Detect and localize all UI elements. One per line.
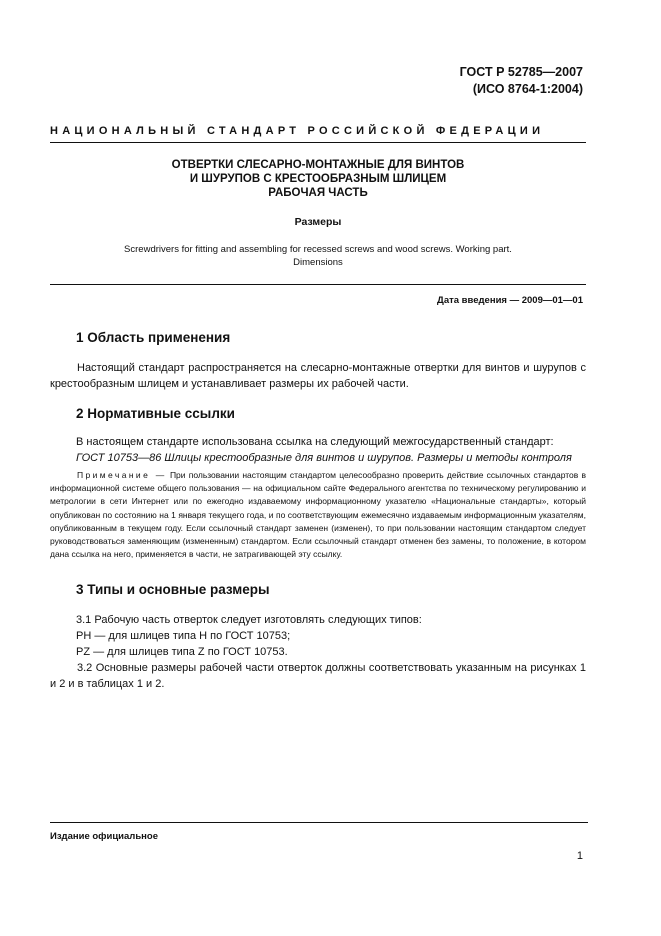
document-title (50, 158, 586, 200)
standard-designation (460, 64, 583, 98)
section-1-heading: 1 Область применения (76, 330, 231, 345)
english-title-line-2: Dimensions (293, 257, 343, 268)
page-number: 1 (576, 850, 583, 862)
english-title-line-1: Screwdrivers for fitting and assembling for recessed screws and wood screws. Working part. (124, 244, 512, 255)
edition-label: Издание официальное (50, 831, 158, 842)
normative-reference: ГОСТ 10753—86 Шлицы крестообразные для винтов и шурупов. Размеры и методы контроля (76, 452, 572, 464)
note-text: При пользовании настоящим стандартом целесообразно проверить действие ссылочных стандартов в информационной системе общего пользования — на официальном сайте Федерального агентства по техническому регулированию и метрологии в сети Интернет или по ежегодно издаваемому информационному указателю «Национальные стандарты», который опубликован по состоянию на 1 января текущего года, и по соответствующим ежемесячно издаваемым информационным указателям, опубликованным в текущем году. Если ссылочный стандарт заменен (изменен), то при пользовании настоящим стандартом следует руководствоваться заменяющим (измененным) стандартом. Если ссылочный стандарт отменен без замены, то положение, в котором дана ссылка на него, применяется в части, не затрагивающей эту ссылку. (50, 470, 586, 560)
title-rule (50, 284, 586, 285)
title-line-2: И ШУРУПОВ С КРЕСТООБРАЗНЫМ ШЛИЦЕМ (189, 173, 447, 185)
type-ph: PH — для шлицев типа H по ГОСТ 10753; (76, 630, 291, 642)
standard-number: ГОСТ Р 52785—2007 (459, 65, 583, 79)
section-2-intro: В настоящем стандарте использована ссылка на следующий межгосударственный стандарт: (76, 436, 554, 448)
title-line-1: ОТВЕРТКИ СЛЕСАРНО-МОНТАЖНЫЕ ДЛЯ ВИНТОВ (171, 159, 465, 171)
national-standard-banner: НАЦИОНАЛЬНЫЙ СТАНДАРТ РОССИЙСКОЙ ФЕДЕРАЦИИ (50, 125, 545, 137)
type-pz: PZ — для шлицев типа Z по ГОСТ 10753. (76, 646, 288, 658)
section-2-heading: 2 Нормативные ссылки (76, 406, 235, 421)
introduction-date: Дата введения — 2009—01—01 (437, 295, 583, 306)
section-3-heading: 3 Типы и основные размеры (76, 582, 270, 597)
title-line-3: РАБОЧАЯ ЧАСТЬ (268, 187, 368, 199)
footer-rule (50, 822, 588, 823)
iso-number: (ИСО 8764-1:2004) (472, 82, 583, 96)
document-subtitle: Размеры (294, 216, 342, 228)
note-label: Примечание — (77, 470, 167, 480)
section-3-item-2: 3.2 Основные размеры рабочей части отверток должны соответствовать указанным на рисунках 1 и 2 и в таблицах 1 и 2. (50, 662, 586, 690)
english-title (50, 243, 586, 269)
section-3-item-1: 3.1 Рабочую часть отверток следует изготовлять следующих типов: (76, 614, 422, 626)
top-rule (50, 142, 586, 143)
note (50, 469, 586, 561)
section-1-text: Настоящий стандарт распространяется на слесарно-монтажные отвертки для винтов и шурупов с крестообразным шлицем и устанавливает размеры их рабочей части. (50, 362, 586, 390)
